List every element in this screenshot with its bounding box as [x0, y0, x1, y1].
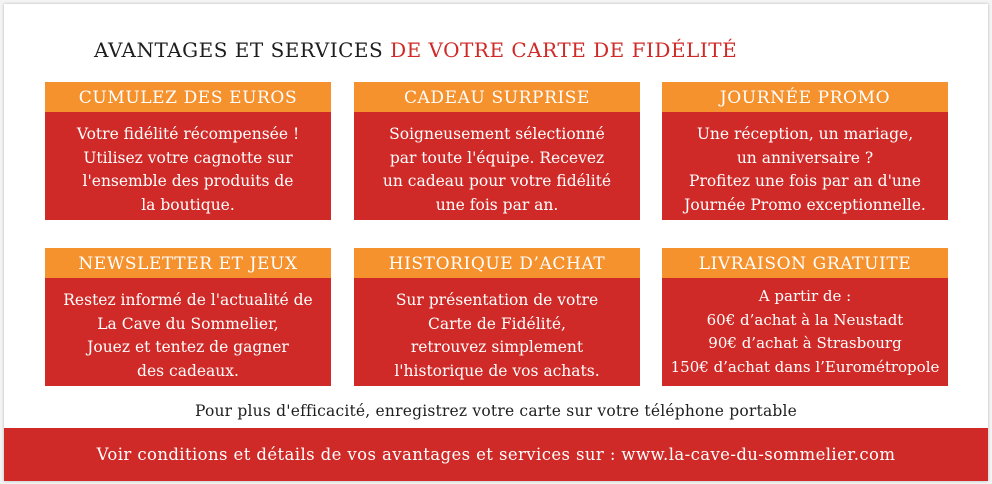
page-title	[94, 38, 854, 62]
benefit-line: l'ensemble des produits de	[82, 172, 294, 190]
benefit-line: 150€ d’achat dans l’Eurométropole	[670, 357, 940, 376]
benefit-description	[354, 112, 640, 220]
benefit-line: Profitez une fois par an d'une	[689, 172, 921, 190]
benefit-line: une fois par an.	[435, 195, 559, 214]
benefit-box-cadeau-surprise	[354, 82, 640, 220]
benefit-box-livraison-gratuite	[662, 248, 948, 386]
benefit-box-cumulez-des-euros	[45, 82, 331, 220]
benefit-description	[45, 278, 331, 386]
benefit-line: un cadeau pour votre fidélité	[382, 172, 612, 190]
benefit-line: Une réception, un mariage,	[696, 125, 914, 143]
title-part-2: DE VOTRE CARTE DE FIDÉLITÉ	[390, 38, 738, 62]
benefit-line: la boutique.	[141, 195, 235, 214]
benefit-line: par toute l'équipe. Recevez	[389, 148, 605, 167]
benefit-line: Soigneusement sélectionné	[389, 125, 605, 143]
benefit-line: Restez informé de l'actualité de	[63, 291, 313, 309]
benefit-line: l'historique de vos achats.	[394, 361, 600, 380]
benefit-line: La Cave du Sommelier,	[97, 314, 279, 333]
loyalty-card-panel	[4, 4, 988, 481]
benefit-heading: CADEAU SURPRISE	[354, 82, 640, 112]
benefit-heading: NEWSLETTER ET JEUX	[45, 248, 331, 278]
benefit-heading: JOURNÉE PROMO	[662, 82, 948, 112]
benefit-line: Jouez et tentez de gagner	[87, 338, 289, 356]
benefit-description	[354, 278, 640, 386]
benefit-line: des cadeaux.	[137, 361, 239, 380]
benefit-line: Carte de Fidélité,	[428, 314, 566, 333]
benefit-line: retrouvez simplement	[410, 338, 584, 356]
benefit-description	[45, 112, 331, 220]
phone-tip-note: Pour plus d'efficacité, enregistrez votre carte sur votre téléphone portable	[194, 402, 798, 420]
title-part-1: AVANTAGES ET SERVICES	[94, 38, 384, 62]
benefit-description	[662, 112, 948, 220]
footer-banner: Voir conditions et détails de vos avantages et services sur : www.la-cave-du-sommelier.com	[4, 428, 988, 481]
benefit-line: Utilisez votre cagnotte sur	[83, 148, 293, 167]
benefit-description	[662, 278, 948, 386]
benefit-box-newsletter-et-jeux	[45, 248, 331, 386]
benefit-heading: CUMULEZ DES EUROS	[45, 82, 331, 112]
benefit-box-journee-promo	[662, 82, 948, 220]
benefit-line: 60€ d’achat à la Neustadt	[706, 310, 904, 329]
benefit-line: A partir de :	[758, 287, 852, 305]
benefit-line: Sur présentation de votre	[395, 291, 599, 309]
benefit-line: 90€ d’achat à Strasbourg	[708, 334, 902, 352]
benefit-line: un anniversaire ?	[736, 148, 874, 167]
benefit-line: Votre fidélité récompensée !	[76, 125, 300, 143]
benefit-heading: LIVRAISON GRATUITE	[662, 248, 948, 278]
benefit-heading: HISTORIQUE D’ACHAT	[354, 248, 640, 278]
benefit-line: Journée Promo exceptionnelle.	[684, 195, 926, 214]
benefit-box-historique-d-achat	[354, 248, 640, 386]
